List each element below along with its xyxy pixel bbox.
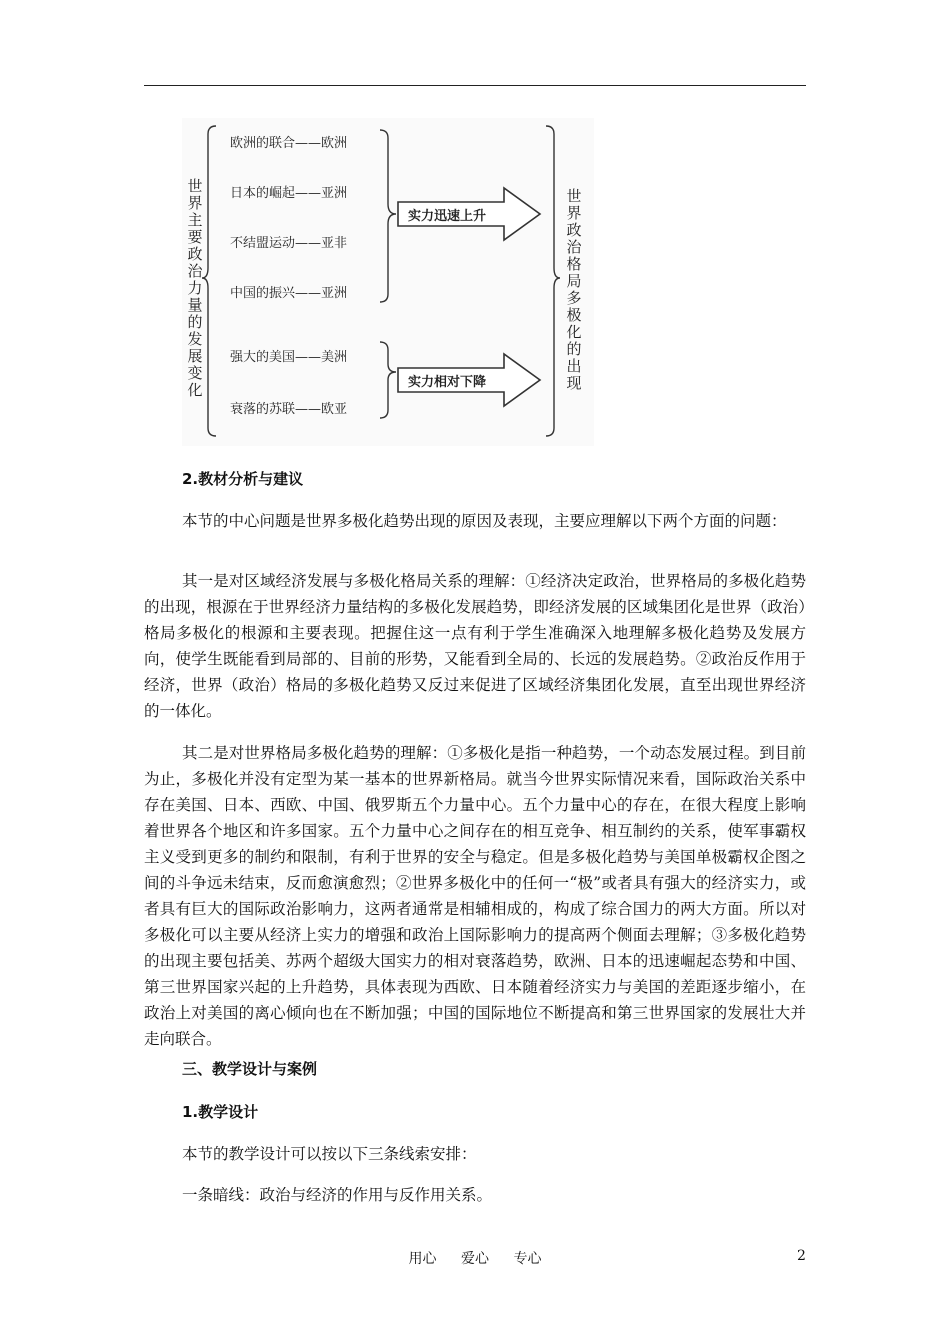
design-intro: 本节的教学设计可以按以下三条线索安排： [182,1145,477,1163]
rising-item: 日本的崛起——亚洲 [230,186,348,201]
left-vertical-title: 世界主要政治力量的发展变化 [187,177,203,399]
rising-item: 欧洲的联合——欧洲 [230,136,348,151]
upper-brace [380,130,396,302]
paragraph: 本节的中心问题是世界多极化趋势出现的原因及表现，主要应理解以下两个方面的问题： [182,512,787,530]
concept-diagram [182,118,594,446]
falling-label: 实力相对下降 [408,375,487,390]
footer-text: 爱心 [461,1251,489,1267]
page-number: 2 [797,1248,806,1264]
rising-label: 实力迅速上升 [408,209,487,224]
subsection-heading: 1.教学设计 [182,1103,259,1121]
rising-item: 不结盟运动——亚非 [230,236,348,251]
footer-text: 用心 [408,1251,437,1267]
right-vertical-title: 世界政治格局多极化的出现 [566,187,582,392]
paragraph: 其一是对区域经济发展与多极化格局关系的理解：①经济决定政治，世界格局的多极化趋势的出现，根源在于世界经济力量结构的多极化发展趋势，即经济发展的区域集团化是世界（政治）格局多极化的根源和主要表现。把握住这一点有利于学生准确深入地理解多极化趋势及发展方向，使学生既能看到局部的、目前的形势，又能看到全局的、长远的发展趋势。②政治反作用于经济，世界（政治）格局的多极化趋势又反过来促进了区域经济集团化发展，直至出现世界经济的一体化。 [144,572,806,720]
rising-item: 中国的振兴——亚洲 [230,286,348,301]
lower-brace [380,342,396,418]
falling-item: 衰落的苏联——欧亚 [230,402,348,417]
right-bracket [546,126,560,436]
design-line: 一条暗线：政治与经济的作用与反作用关系。 [182,1186,493,1204]
page-footer [0,1248,950,1268]
footer-text: 专心 [513,1251,542,1267]
paragraph: 其二是对世界格局多极化趋势的理解：①多极化是指一种趋势，一个动态发展过程。到目前为止，多极化并没有定型为某一基本的世界新格局。就当今世界实际情况来看，国际政治关系中存在美国、日本、西欧、中国、俄罗斯五个力量中心。五个力量中心的存在，在很大程度上影响着世界各个地区和许多国家。五个力量中心之间存在的相互竞争、相互制约的关系，使军事霸权主义受到更多的制约和限制，有利于世界的安全与稳定。但是多极化趋势与美国单极霸权企图之间的斗争远未结束，反而愈演愈烈；②世界多极化中的任何一“极”或者具有强大的经济实力，或者具有巨大的国际政治影响力，这两者通常是相辅相成的，构成了综合国力的两大方面。所以对多极化可以主要从经济上实力的增强和政治上国际影响力的提高两个侧面去理解；③多极化趋势的出现主要包括美、苏两个超级大国实力的相对衰落趋势，欧洲、日本的迅速崛起态势和中国、第三世界国家兴起的上升趋势，具体表现为西欧、日本随着经济实力与美国的差距逐步缩小，在政治上对美国的离心倾向也在不断加强；中国的国际地位不断提高和第三世界国家的发展壮大并走向联合。 [144,744,806,1048]
section-heading: 2.教材分析与建议 [182,470,304,488]
section-heading: 三、教学设计与案例 [182,1060,318,1078]
left-bracket [202,126,216,436]
falling-item: 强大的美国——美洲 [230,350,348,365]
header-rule [144,85,806,86]
